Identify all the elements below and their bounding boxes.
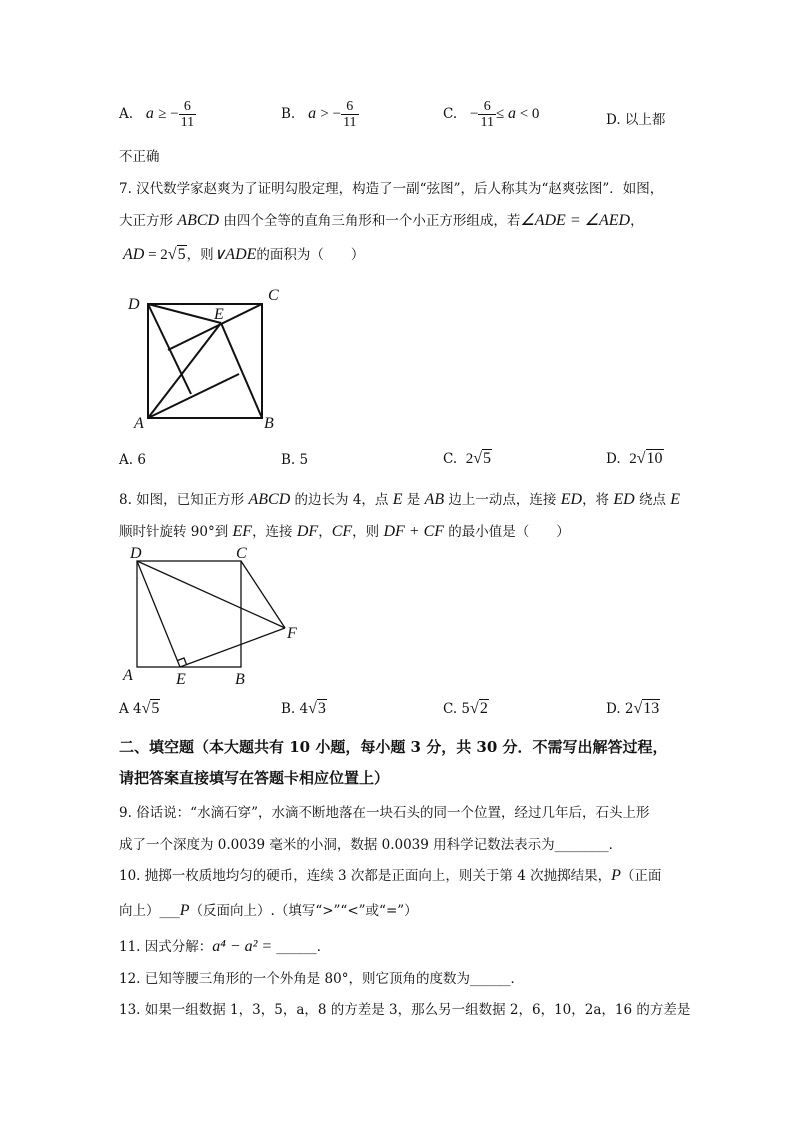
q7-line2: 大正方形 ABCD 由四个全等的直角三角形和一个小正方形组成，若∠ADE = ∠AED， [119,212,644,229]
q6-option-d: D. 以上都 [606,112,666,128]
label-f: F [287,625,297,642]
q7-line3: AD = 2√5，则∨ADE的面积为（ ） [123,246,365,263]
q6-option-a: A. a ≥ − $\frac{6}{11}$ [119,99,195,130]
q7-option-c: C. 2√5 [443,450,492,467]
sqrt: √3 [308,700,326,717]
q7-option-a: A. 6 [119,452,146,468]
sqrt: √5 [141,700,160,717]
line-a-inner [148,374,239,418]
q9-line1: 9. 俗话说：“水滴石穿”，水滴不断地落在一块石头的同一个位置，经过几年后，石头上形 [119,805,650,821]
q11: 11. 因式分解：a⁴ − a² = ______． [119,938,331,955]
fraction: $\frac{6}{11}$ [180,99,195,130]
sqrt: √10 [636,450,663,467]
big-square [148,304,262,418]
label-d: D [128,296,140,313]
fraction: $\frac{6}{11}$ [480,99,494,130]
label-a: A [123,667,133,684]
label-b: B [235,671,245,688]
q6-option-b: B. a > − $\frac{6}{11}$ [281,99,357,130]
line-d-e [148,304,221,323]
q7-figure [120,282,300,432]
label-e: E [214,306,224,323]
q12: 12. 已知等腰三角形的一个外角是 80°，则它顶角的度数为______． [119,971,524,987]
sqrt: √5 [167,246,186,263]
label-d: D [130,545,142,562]
square-abcd [137,561,241,667]
section-heading-line1: 二、填空题（本大题共有 10 小题，每小题 3 分，共 30 分．不需写出解答过程， [119,738,668,756]
sqrt: √2 [470,700,488,717]
q10-line2: 向上）___P（反面向上）.（填写“>”“<”或“=”） [119,902,418,919]
q7-option-d: D. 2√10 [606,450,663,467]
q8-line1: 8. 如图，已知正方形 ABCD 的边长为 4，点 E 是 AB 边上一动点，连接 ED，将 ED 绕点 E [119,491,681,508]
sqrt: √5 [473,450,492,467]
q7-line1: 7. 汉代数学家赵爽为了证明勾股定理，构造了一副“弦图”，后人称其为“赵爽弦图”．如图， [119,181,664,197]
label-e: E [176,671,186,688]
q6-option-d-continued: 不正确 [119,149,160,165]
q8-option-a: A 4√5 [119,700,160,717]
q8-line2: 顺时针旋转 90°到 EF，连接 DF，CF，则 DF + CF 的最小值是（ ） [119,523,570,540]
q8-option-d: D. 2√13 [606,700,660,717]
line-e-b [221,323,262,418]
label-c: C [236,545,247,562]
label-b: B [264,415,274,432]
q7-option-b: B. 5 [281,452,309,468]
q8-option-b: B. 4√3 [281,700,326,717]
q13: 13. 如果一组数据 1，3，5，a，8 的方差是 3，那么另一组数据 2，6，10，2a，16 的方差是 [119,1002,691,1018]
q8-figure [118,545,318,690]
line-a-e [148,323,221,418]
label-a: A [134,415,144,432]
label-c: C [268,287,279,304]
q9-line2: 成了一个深度为 0.0039 毫米的小洞，数据 0.0039 用科学记数法表示为________． [119,837,623,853]
line-e-f [180,628,285,667]
sqrt: √13 [633,700,660,717]
fraction: $\frac{6}{11}$ [343,99,357,130]
q6-option-c: C. − $\frac{6}{11}$ ≤ a < 0 [443,99,540,130]
section-heading-line2: 请把答案直接填写在答题卡相应位置上） [119,769,390,787]
q10-line1: 10. 抛掷一枚质地均匀的硬币，连续 3 次都是正面向上，则关于第 4 次抛掷结果，P（正面 [119,867,662,884]
q8-option-c: C. 5√2 [443,700,488,717]
